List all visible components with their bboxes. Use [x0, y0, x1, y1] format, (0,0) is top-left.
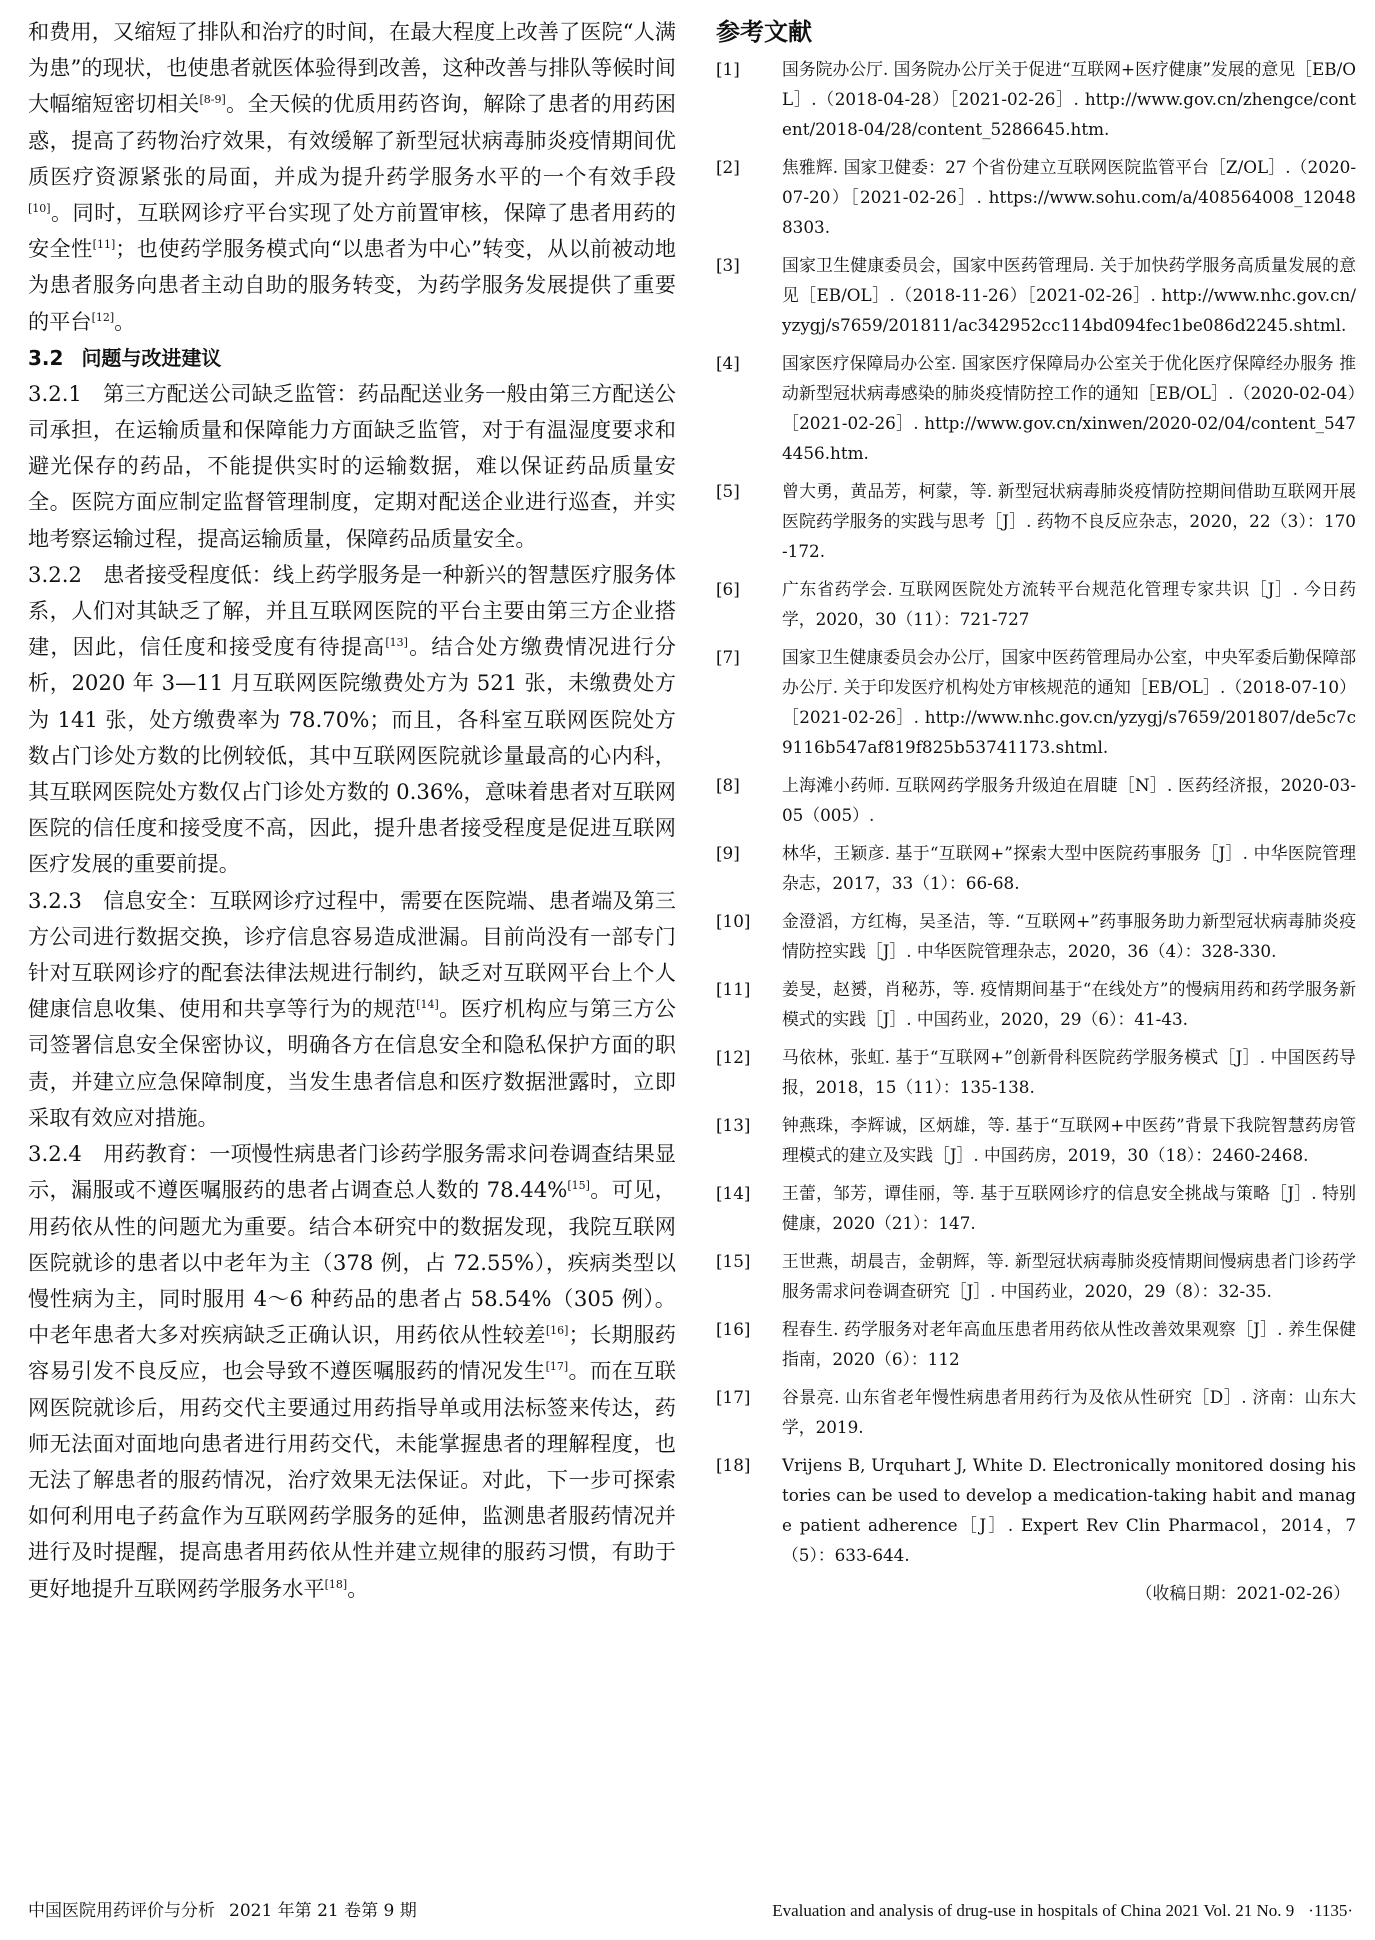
reference-list [716, 54, 1356, 1570]
page-footer [28, 1898, 1353, 1924]
reference-text: 国家卫生健康委员会办公厅，国家中医药管理局办公室，中央军委后勤保障部办公厅. 关于印发医疗机构处方审核规范的通知［EB/OL］.（2018-07-10）［2021-02-26］. http://www.nhc.gov.cn/yzygj/s7659/201807/de5c7c9116b547af819f825b53741173.shtml. [782, 647, 1356, 757]
reference-text: 国家卫生健康委员会，国家中医药管理局. 关于加快药学服务高质量发展的意见［EB/OL］.（2018-11-26）［2021-02-26］. http://www.nhc.gov.cn/yzygj/s7659/201811/ac342952cc114bd094fec1be086d2245.shtml. [782, 255, 1356, 335]
reference-item [716, 974, 1356, 1034]
reference-text: 王蕾，邹芳，谭佳丽，等. 基于互联网诊疗的信息安全挑战与策略［J］. 特别健康，2020（21）：147. [782, 1183, 1356, 1233]
text-run: 。 [114, 308, 136, 334]
journal-name-en: Evaluation and analysis of drug-use in hospitals of China 2021 Vol. 21 No. 9 [772, 1901, 1295, 1920]
reference-number: [11] [716, 979, 751, 999]
reference-text: 王世燕，胡晨吉，金朝辉，等. 新型冠状病毒肺炎疫情期间慢病患者门诊药学服务需求问卷调查研究［J］. 中国药业，2020，29（8）：32-35. [782, 1251, 1356, 1301]
text-run: 和费用，又缩短了排队和治疗的时间，在最大程度上改善了医院“人满为患”的现状，也使患者就医体验得到改善，这种改善与排队等候时间大幅缩短密切相关 [28, 19, 676, 117]
citation-sup: [15] [567, 1179, 590, 1193]
reference-number: [12] [716, 1047, 751, 1067]
reference-item [716, 348, 1356, 468]
reference-text: 国家医疗保障局办公室. 国家医疗保障局办公室关于优化医疗保障经办服务 推动新型冠状病毒感染的肺炎疫情防控工作的通知［EB/OL］.（2020-02-04）［2021-02-26］. http://www.gov.cn/xinwen/2020-02/04/content_5474456.htm. [782, 353, 1356, 463]
reference-text: 钟燕珠，李辉诚，区炳雄，等. 基于“互联网+中医药”背景下我院智慧药房管理模式的建立及实践［J］. 中国药房，2019，30（18）：2460-2468. [782, 1115, 1356, 1165]
text-run: 3.2.1 第三方配送公司缺乏监管：药品配送业务一般由第三方配送公司承担，在运输质量和保障能力方面缺乏监管，对于有温湿度要求和避光保存的药品，不能提供实时的运输数据，难以保证药品质量安全。医院方面应制定监督管理制度，定期对配送企业进行巡查，并实地考察运输过程，提高运输质量，保障药品质量安全。 [28, 380, 676, 551]
reference-item [716, 1042, 1356, 1102]
reference-text: 程春生. 药学服务对老年高血压患者用药依从性改善效果观察［J］. 养生保健指南，2020（6）：112 [782, 1319, 1356, 1369]
citation-sup: [12] [91, 310, 115, 324]
reference-number: [3] [716, 255, 740, 275]
reference-number: [17] [716, 1387, 751, 1407]
reference-text: 国务院办公厅. 国务院办公厅关于促进“互联网+医疗健康”发展的意见［EB/OL］.（2018-04-28）［2021-02-26］. http://www.gov.cn/zhengce/content/2018-04/28/content_5286645.htm. [782, 59, 1356, 139]
text-run: 。医疗机构应与第三方公司签署信息安全保密协议，明确各方在信息安全和隐私保护方面的职责，并建立应急保障制度，当发生患者信息和医疗数据泄露时，立即采取有效应对措施。 [28, 996, 676, 1130]
reference-text: 马依林，张虹. 基于“互联网+”创新骨科医院药学服务模式［J］. 中国医药导报，2018，15（11）：135-138. [782, 1047, 1356, 1097]
reference-item [716, 1178, 1356, 1238]
received-date: （收稿日期：2021-02-26） [1135, 1583, 1350, 1603]
citation-sup: [18] [324, 1577, 348, 1591]
paragraph-3-2-4 [28, 1136, 676, 1607]
citation-sup: [17] [545, 1360, 569, 1374]
reference-number: [8] [716, 775, 740, 795]
reference-text: 姜旻，赵赟，肖秘苏，等. 疫情期间基于“在线处方”的慢病用药和药学服务新模式的实践［J］. 中国药业，2020，29（6）：41-43. [782, 979, 1356, 1029]
text-run: ；长期服药容易引发不良反应，也会导致不遵医嘱服药的情况发生 [28, 1322, 676, 1384]
text-run: 。可见，用药依从性的问题尤为重要。结合本研究中的数据发现，我院互联网医院就诊的患者以中老年为主（378 例，占 72.55%），疾病类型以慢性病为主，同时服用 4～6 种药品的患者占 58.54%（305 例）。中老年患者大多对疾病缺乏正确认识，用药依从性较差 [28, 1177, 676, 1348]
reference-item [716, 1314, 1356, 1374]
reference-number: [4] [716, 353, 740, 373]
reference-text: 金澄滔，方红梅，吴圣洁，等. “互联网+”药事服务助力新型冠状病毒肺炎疫情防控实践［J］. 中华医院管理杂志，2020，36（4）：328-330. [782, 911, 1356, 961]
text-run: ；也使药学服务模式向“以患者为中心”转变，从以前被动地为患者服务向患者主动自助的服务转变，为药学服务发展提供了重要的平台 [28, 236, 676, 334]
citation-sup: [8-9] [199, 93, 226, 107]
reference-item [716, 476, 1356, 566]
section-heading-3-2 [28, 340, 676, 376]
reference-text: 焦雅辉. 国家卫健委：27 个省份建立互联网医院监管平台［Z/OL］.（2020-07-20）［2021-02-26］. https://www.sohu.com/a/408564008_120488303. [782, 157, 1356, 237]
journal-name-cn: 中国医院用药评价与分析 [28, 1901, 215, 1921]
paragraph-3-2-1 [28, 376, 676, 557]
reference-number: [1] [716, 59, 740, 79]
reference-number: [14] [716, 1183, 751, 1203]
reference-item [716, 152, 1356, 242]
footer-left [28, 1898, 417, 1924]
reference-item [716, 906, 1356, 966]
reference-text: 谷景亮. 山东省老年慢性病患者用药行为及依从性研究［D］. 济南：山东大学，2019. [782, 1387, 1356, 1437]
reference-number: [5] [716, 481, 740, 501]
page [28, 14, 1358, 1894]
footer-right [758, 1898, 1353, 1924]
reference-text: 林华，王颖彦. 基于“互联网+”探索大型中医院药事服务［J］. 中华医院管理杂志，2017，33（1）：66-68. [782, 843, 1356, 893]
reference-number: [16] [716, 1319, 751, 1339]
citation-sup: [14] [416, 998, 439, 1012]
reference-item [716, 770, 1356, 830]
reference-number: [13] [716, 1115, 751, 1135]
reference-text: Vrijens B, Urquhart J, White D. Electronically monitored dosing histories can be used to develop a medication-taking habit and manage patient adherence［J］. Expert Rev Clin Pharmacol，2014，7（5）：633-644. [782, 1455, 1356, 1565]
page-number: ·1135· [1308, 1901, 1353, 1920]
paragraph-3-2-3 [28, 883, 676, 1136]
left-column [28, 14, 676, 1607]
reference-item [716, 838, 1356, 898]
reference-item [716, 1110, 1356, 1170]
text-run: 。全天候的优质用药咨询，解除了患者的用药困惑，提高了药物治疗效果，有效缓解了新型冠状病毒肺炎疫情期间优质医疗资源紧张的局面，并成为提升药学服务水平的一个有效手段 [28, 91, 676, 189]
text-run: 3.2.2 患者接受程度低：线上药学服务是一种新兴的智慧医疗服务体系，人们对其缺乏了解，并且互联网医院的平台主要由第三方企业搭建，因此，信任度和接受度有待提高 [28, 561, 676, 660]
text-run: 3.2.4 用药教育：一项慢性病患者门诊药学服务需求问卷调查结果显示，漏服或不遵医嘱服药的患者占调查总人数的 78.44% [28, 1141, 676, 1203]
reference-item [716, 1382, 1356, 1442]
reference-item [716, 1246, 1356, 1306]
reference-number: [6] [716, 579, 740, 599]
text-run: 。 [347, 1575, 369, 1601]
reference-text: 广东省药学会. 互联网医院处方流转平台规范化管理专家共识［J］. 今日药学，2020，30（11）：721-727 [782, 579, 1356, 629]
text-run: 3.2.3 信息安全：互联网诊疗过程中，需要在医院端、患者端及第三方公司进行数据交换，诊疗信息容易造成泄漏。目前尚没有一部专门针对互联网诊疗的配套法律法规进行制约，缺乏对互联网平台上个人健康信息收集、使用和共享等行为的规范 [28, 887, 676, 1022]
citation-sup: [10] [28, 201, 51, 215]
citation-sup: [16] [545, 1324, 569, 1338]
reference-number: [18] [716, 1455, 751, 1475]
reference-item [716, 574, 1356, 634]
reference-number: [7] [716, 647, 740, 667]
reference-item [716, 642, 1356, 762]
intro-paragraph [28, 14, 676, 340]
section-title: 问题与改进建议 [81, 345, 222, 370]
reference-number: [9] [716, 843, 740, 863]
reference-text: 上海滩小药师. 互联网药学服务升级迫在眉睫［N］. 医药经济报，2020-03-05（005）. [782, 775, 1356, 825]
issue-cn: 2021 年第 21 卷第 9 期 [229, 1901, 417, 1921]
reference-item [716, 1450, 1356, 1570]
text-run: 。结合处方缴费情况进行分析，2020 年 3—11 月互联网医院缴费处方为 521 张，未缴费处方为 141 张，处方缴费率为 78.70%；而且，各科室互联网医院处方数占门诊处方数的比例较低，其中互联网医院就诊量最高的心内科，其互联网医院处方数仅占门诊处方数的 0.36%，意味着患者对互联网医院的信任度和接受度不高，因此，提升患者接受程度是促进互联网医疗发展的重要前提。 [28, 634, 676, 877]
citation-sup: [13] [385, 636, 408, 650]
section-number: 3.2 [28, 345, 64, 370]
reference-number: [15] [716, 1251, 751, 1271]
references-heading: 参考文献 [716, 18, 812, 46]
reference-number: [10] [716, 911, 751, 931]
reference-number: [2] [716, 157, 740, 177]
paragraph-3-2-2 [28, 557, 676, 883]
text-run: 。同时，互联网诊疗平台实现了处方前置审核，保障了患者用药的安全性 [28, 200, 676, 262]
reference-item [716, 250, 1356, 340]
reference-text: 曾大勇，黄品芳，柯蒙，等. 新型冠状病毒肺炎疫情防控期间借助互联网开展医院药学服务的实践与思考［J］. 药物不良反应杂志，2020，22（3）：170-172. [782, 481, 1356, 561]
text-run: 。而在互联网医院就诊后，用药交代主要通过用药指导单或用法标签来传达，药师无法面对面地向患者进行用药交代，未能掌握患者的理解程度，也无法了解患者的服药情况，治疗效果无法保证。对此，下一步可探索如何利用电子药盒作为互联网药学服务的延伸，监测患者服药情况并进行及时提醒，提高患者用药依从性并建立规律的服药习惯，有助于更好地提升互联网药学服务水平 [28, 1358, 676, 1601]
right-column [716, 14, 1356, 1608]
citation-sup: [11] [92, 238, 116, 252]
reference-item [716, 54, 1356, 144]
